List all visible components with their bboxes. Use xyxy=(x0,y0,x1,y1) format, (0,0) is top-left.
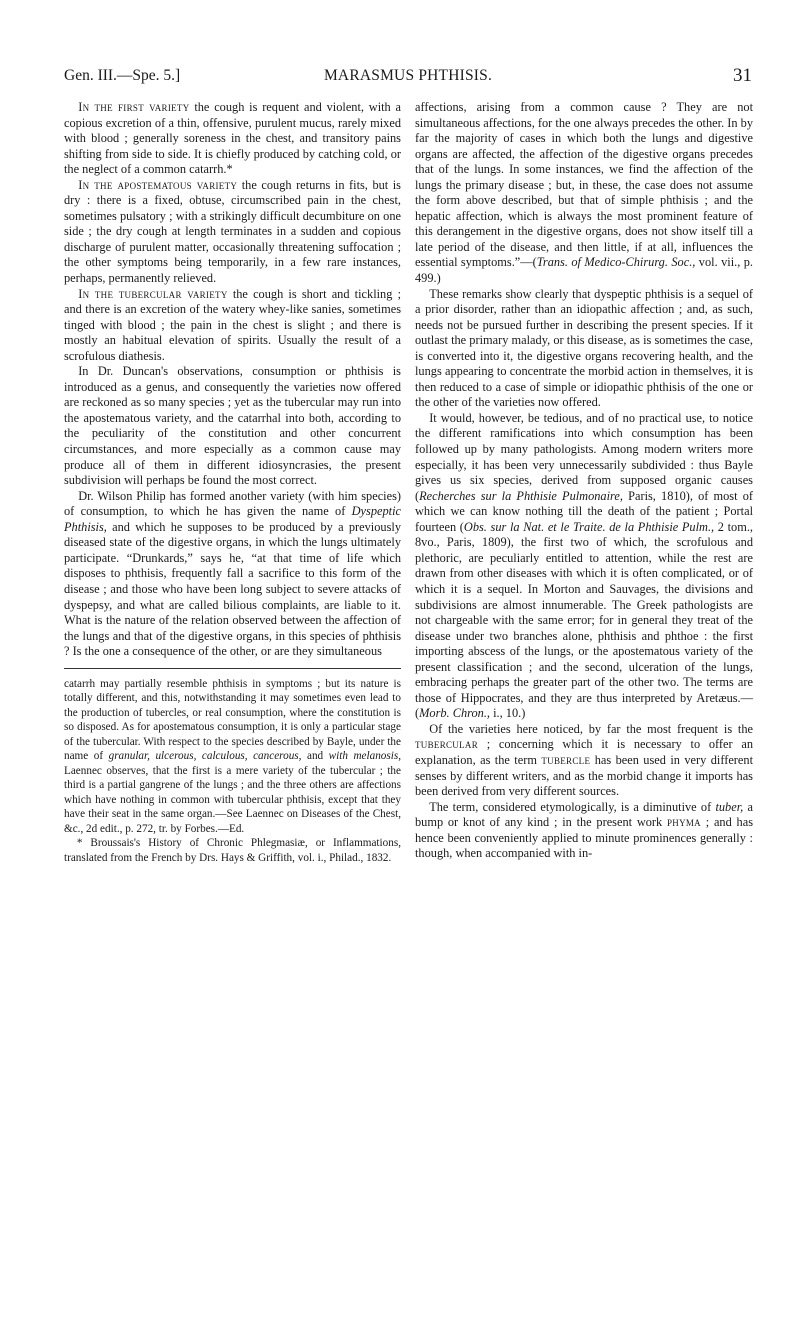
paragraph-text: 2 tom., 8vo., Paris, 1809), the first two of which, the scrofulous and plethoric, are peculiarly entitled to attention, while the rest are drawn from other diseases with which it is often complicated, or of which it is a sequel. In Morton and Sauvages, the divisions and subdivisions are almost innumerable. The Greek pathologists are not chargeable with the same error; for in general they treat of the disease under two branches alone, phthisis and phthoe : the first importing abscess of the lungs, or the apostematous variety of the present classification ; and the second, ulceration of the lungs, embracing perhaps the greater part of the other two. The terms are those of Hippocrates, and they are thus interpreted by Aretæus.—( xyxy=(415,519,753,721)
paragraph-text: ; concerning which it is necessary to offer an explanation, as the term xyxy=(415,737,753,767)
running-header xyxy=(64,62,752,90)
lead-first-variety: In the first variety xyxy=(78,100,190,114)
left-column xyxy=(64,100,401,865)
footnote-broussais: * Broussais's History of Chronic Phlegmasiæ, or Inflammations, translated from the French by Drs. Hays & Griffith, vol. i., Philad., 1832. xyxy=(64,837,401,864)
paragraph-dyspeptic-remarks: These remarks show clearly that dyspeptic phthisis is a sequel of a prior disorder, rather than an idiopathic affection ; and, as such, needs not be pursued further in describing the present species. If it outlast the primary malady, or this disease, as is sometimes the case, is converted into it, the digestive organs recovering health, and the lungs appearing to concentrate the morbid action in themselves, it is then reduced to a case of simple or idiopathic phthisis of the one or the other of the varieties now offered. xyxy=(415,286,753,410)
footnote-text: Laennec observes, that the first is a mere variety of the tubercular ; the third is a partial gangrene of the lungs ; and the three others are affections which have nothing in common with tubercular phthisis, except that they have their seat in the same organ.—See Laennec on Diseases of the Chest, &c., 2d edit., p. 272, tr. by Forbes.—Ed. xyxy=(64,764,401,835)
footnote-text: catarrh may partially resemble phthisis in symptoms ; but its nature is totally different, and this, notwithstanding it may sometimes even lead to the production of tubercles, or real consumption, where the constitution is so disposed. As for apostematous consumption, it is only a particular stage of the tubercular. With respect to the species described by Bayle, under the name of xyxy=(64,677,401,763)
header-section-ref: Gen. III.—Spe. 5.] xyxy=(64,67,181,84)
paragraph-text: ; and has hence been conveniently applied to minute prominences generally : though, when accompanied with in- xyxy=(415,815,753,861)
footnote-divider xyxy=(64,668,401,669)
paragraph-text: the cough is requent and violent, with a copious excretion of a thin, offensive, purulent mucus, rarely mixed with blood ; generally soreness in the chest, and transitory pains shifting from side to side. It is chiefly produced by catching cold, or the neglect of a common catarrh.* xyxy=(64,100,401,177)
lead-tubercular-variety: In the tubercular variety xyxy=(78,286,228,301)
dyspeptic-phthisis-term: Dyspeptic Phthisis, xyxy=(64,504,401,534)
page-number: 31 xyxy=(733,65,752,86)
paragraph-text: i., 10.) xyxy=(490,706,526,721)
citation: Recherches sur la Phthisie Pulmonaire, xyxy=(419,488,623,503)
paragraph-text: a bump or knot of any kind ; in the present work xyxy=(415,799,753,830)
paragraph-duncan: In Dr. Duncan's observations, consumption or phthisis is introduced as a genus, and consequently the varieties now offered are reckoned as so many species ; yet as the tubercular may run into the apostematous variety, and the catarrhal into both, according to the peculiarity of the constitution and other concurrent circumstances, and more especially as a common cause may produce all of them in different idiosyncrasies, the present subdivision will perhaps be found the most correct. xyxy=(64,364,401,488)
term-tubercle: tubercle xyxy=(541,752,591,767)
paragraph-wilson-philip xyxy=(64,489,401,660)
citation: Trans. of Medico-Chirurg. Soc., xyxy=(536,255,696,270)
paragraph-text: vol. vii., p. 499.) xyxy=(415,255,753,286)
paragraph-tubercular-frequency xyxy=(415,722,753,800)
lead-apostematous-variety: In the apostematous variety xyxy=(78,177,238,192)
footnote-italic: granular, ulcerous, calculous, cancerous, xyxy=(108,750,302,763)
footnotes xyxy=(64,677,401,866)
paragraph-text: the cough is short and tickling ; and there is an excretion of the watery whey-like sanies, sometimes tinged with blood ; the pain in the chest is slight ; and there is mostly an habitual elevation of spirits. Usually the result of a scrofulous diathesis. xyxy=(64,286,402,363)
right-column xyxy=(415,100,753,862)
paragraph-first-variety xyxy=(64,100,401,178)
citation: Obs. sur la Nat. et le Traite. de la Phthisie Pulm., xyxy=(463,519,715,534)
term-tubercular: tubercular xyxy=(415,737,479,752)
footnote-text: and xyxy=(301,750,329,763)
footnote-italic: with melanosis, xyxy=(328,750,401,763)
citation: Morb. Chron., xyxy=(419,706,490,721)
paragraph-text: Dr. Wilson Philip has formed another variety (with him species) of consumption, to which he has given the name of xyxy=(64,488,401,519)
paragraph-text: The term, considered etymologically, is a diminutive of xyxy=(429,799,716,814)
paragraph-text: the cough returns in fits, but is dry : there is a fixed, obtuse, circumscribed pain in the chest, sometimes pulsatory ; with a strikingly difficult decumbiture on one side ; the dry cough at length terminates in a sudden and copious discharge of purulent matter, occasionally threatening suffocation ; the other symptoms being temporarily, in a few rare instances, perhaps, permanently relieved. xyxy=(64,177,401,286)
paragraph-apostematous-variety xyxy=(64,178,401,287)
term-phyma: phyma xyxy=(666,815,701,830)
paragraph-tubercular-variety xyxy=(64,287,401,365)
paragraph-continued-quote xyxy=(415,100,753,287)
paragraph-text: affections, arising from a common cause ? They are not simultaneous affections, for the one always precedes the other. In by far the majority of cases in which both the lungs and digestive organs are affected, the affection of the digestive organs precedes that of the lungs. In some instances, we find the affection of the lungs the primary disease ; but, in these, the case does not assume the form above described, but that of simple phthisis ; and the hepatic affection, which is always the most prominent feature of this derangement in the digestive organs, does not show itself till a late period of the disease, and then little, if at all, influences the essential symptoms.”—( xyxy=(415,100,753,270)
paragraph-text: It would, however, be tedious, and of no practical use, to notice the different ramifications into which consumption has been followed up by many pathologists. Among modern writers more especially, it has been very unnecessarily subdivided : thus Bayle gives us six species, derived from supposed organic causes ( xyxy=(415,410,753,503)
paragraph-text: Paris, 1810), of most of which we can know nothing till the death of the patient ; Portal fourteen ( xyxy=(415,488,753,534)
paragraph-text: has been used in very different senses by different writers, and as the morbid change it imports has been derived from very different sources. xyxy=(415,752,754,799)
footnote-continued xyxy=(64,677,401,837)
paragraph-ramifications xyxy=(415,411,753,722)
paragraph-text: Of the varieties here noticed, by far the most frequent is the xyxy=(429,721,753,736)
paragraph-etymology xyxy=(415,800,753,862)
header-title: MARASMUS PHTHISIS. xyxy=(323,67,493,84)
term-tuber: tuber, xyxy=(715,799,744,814)
paragraph-text: and which he supposes to be produced by a previously diseased state of the digestive organs, in which the lungs ultimately participate. “Drunkards,” says he, “at that time of life which disposes to phthisis, frequently fall a sacrifice to this form of the disease ; and those who have been long subject to severe attacks of dyspepsy, and what are called bilious complaints, are liable to it. What is the nature of the relation observed between the affection of the lungs and that of the digestive organs, in this species of phthisis ? Is the one a consequence of the other, or are they simultaneous xyxy=(64,519,401,659)
